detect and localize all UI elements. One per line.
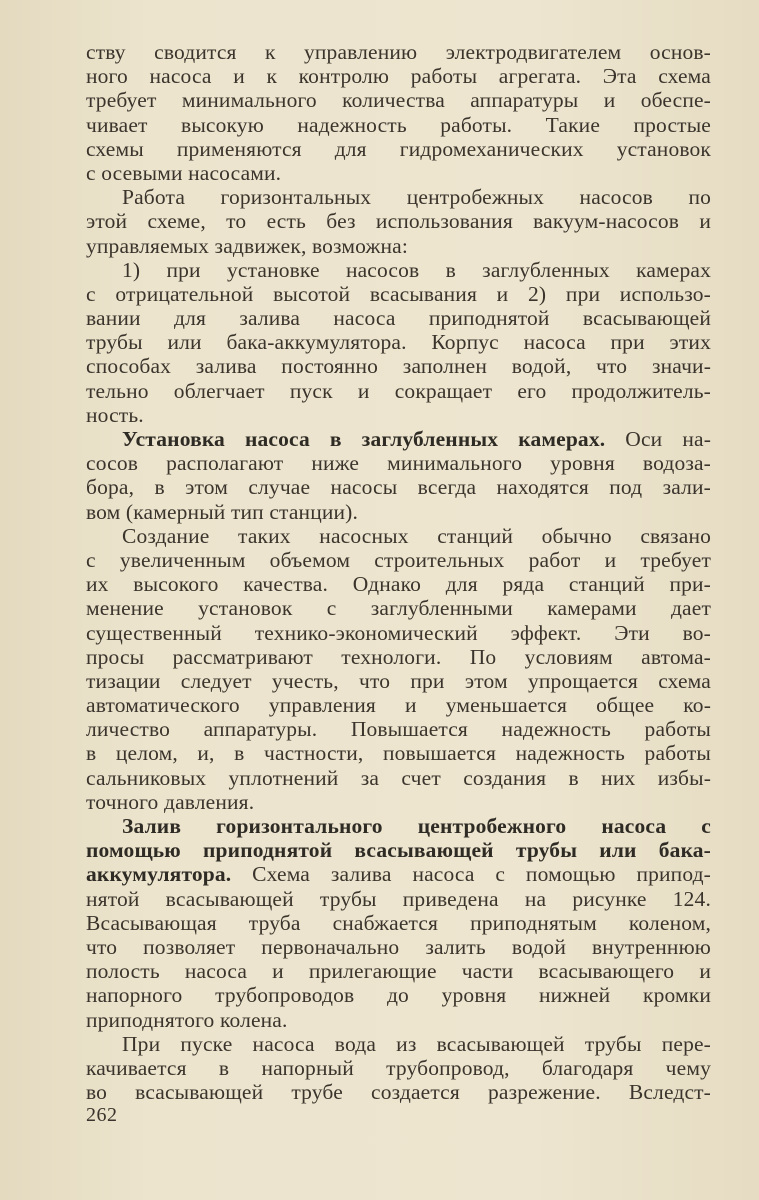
text-line <box>86 88 711 112</box>
text-line <box>86 185 711 209</box>
text-run: просы рассматривают технологи. По условиям автома- <box>86 644 711 669</box>
bold-run: помощью приподнятой всасывающей трубы или бака- <box>86 838 711 863</box>
text-line <box>86 766 711 790</box>
text-line <box>86 282 711 306</box>
text-line <box>86 64 711 88</box>
text-line <box>86 137 711 161</box>
text-run: напорного трубопроводов до уровня нижней кромки <box>86 983 711 1008</box>
text-run: с увеличенным объемом строительных работ и требует <box>86 547 711 572</box>
text-run: схемы применяются для гидромеханических установок <box>86 136 711 161</box>
text-run: ству сводится к управлению электродвигателем основ- <box>86 40 711 64</box>
text-line <box>86 911 711 935</box>
text-line <box>86 717 711 741</box>
text-run: способах залива постоянно заполнен водой, что значи- <box>86 354 711 379</box>
text-line <box>86 306 711 330</box>
text-run: При пуске насоса вода из всасывающей трубы пере- <box>122 1031 711 1056</box>
text-run: 1) при установке насосов в заглубленных камерах <box>122 257 711 282</box>
text-run: с осевыми насосами. <box>86 160 282 185</box>
text-line <box>86 354 711 378</box>
text-line <box>86 258 711 282</box>
text-line <box>86 403 711 427</box>
text-line <box>86 1008 711 1032</box>
text-line <box>86 983 711 1007</box>
text-run: чивает высокую надежность работы. Такие простые <box>86 112 711 137</box>
text-run: точного давления. <box>86 789 255 814</box>
text-line <box>86 475 711 499</box>
text-run: ность. <box>86 402 144 427</box>
text-run: Создание таких насосных станций обычно связано <box>122 523 711 548</box>
text-line <box>86 887 711 911</box>
text-line <box>86 500 711 524</box>
text-run: сосов располагают ниже минимального уровня водоза- <box>86 451 711 476</box>
text-line <box>86 113 711 137</box>
text-line <box>86 209 711 233</box>
bold-run: аккумулятора. <box>86 862 232 887</box>
text-run: ного насоса и к контролю работы агрегата. Эта схема <box>86 64 711 89</box>
text-line <box>86 862 711 886</box>
text-run: автоматического управления и уменьшается общее ко- <box>86 693 711 718</box>
text-line <box>86 693 711 717</box>
text-run: в целом, и, в частности, повышается надежность работы <box>86 741 711 766</box>
text-line <box>86 451 711 475</box>
text-line <box>86 790 711 814</box>
text-line <box>86 40 711 64</box>
text-line <box>86 741 711 765</box>
text-line <box>86 161 711 185</box>
text-line <box>86 1056 711 1080</box>
body-text <box>86 40 711 1104</box>
text-line <box>86 572 711 596</box>
text-line <box>86 669 711 693</box>
text-run: управляемых задвижек, возможна: <box>86 233 408 258</box>
text-run: Схема залива насоса с помощью припод- <box>231 862 711 887</box>
text-line <box>86 234 711 258</box>
text-run: существенный технико-экономический эффект. Эти во- <box>86 620 711 645</box>
text-run: личество аппаратуры. Повышается надежность работы <box>86 717 711 742</box>
text-run: тельно облегчает пуск и сокращает его продолжитель- <box>86 378 711 403</box>
text-line <box>86 596 711 620</box>
text-run: вом (камерный тип станции). <box>86 499 359 524</box>
text-run: Оси на- <box>605 427 712 451</box>
text-line <box>86 645 711 669</box>
text-run: нятой всасывающей трубы приведена на рисунке 124. <box>86 886 711 911</box>
text-run: что позволяет первоначально залить водой внутреннюю <box>86 934 711 959</box>
text-line <box>86 1032 711 1056</box>
text-run: трубы или бака-аккумулятора. Корпус насоса при этих <box>86 330 711 355</box>
text-line <box>86 838 711 862</box>
text-line <box>86 548 711 572</box>
text-run: полость насоса и прилегающие части всасывающего и <box>86 959 711 984</box>
text-run: их высокого качества. Однако для ряда станций при- <box>86 572 711 597</box>
text-line <box>86 621 711 645</box>
text-run: тизации следует учесть, что при этом упрощается схема <box>86 668 711 693</box>
bold-run: Залив горизонтального центробежного насоса с <box>122 814 711 838</box>
text-run: этой схеме, то есть без использования вакуум-насосов и <box>86 209 711 234</box>
text-line <box>86 935 711 959</box>
text-line <box>86 1080 711 1104</box>
text-run: бора, в этом случае насосы всегда находятся под зали- <box>86 475 711 500</box>
text-run: требует минимального количества аппаратуры и обеспе- <box>86 88 711 113</box>
text-run: во всасывающей трубе создается разрежение. Вследст- <box>86 1080 711 1105</box>
bold-run: Установка насоса в заглубленных камерах. <box>122 427 606 451</box>
text-line <box>86 524 711 548</box>
text-line <box>86 427 711 451</box>
text-run: менение установок с заглубленными камерами дает <box>86 596 711 621</box>
text-run: Работа горизонтальных центробежных насосов по <box>122 185 711 210</box>
page-number: 262 <box>86 1104 118 1126</box>
text-run: качивается в напорный трубопровод, благодаря чему <box>86 1055 711 1080</box>
text-run: сальниковых уплотнений за счет создания в них избы- <box>86 765 711 790</box>
text-line <box>86 330 711 354</box>
text-run: приподнятого колена. <box>86 1007 288 1032</box>
text-line <box>86 959 711 983</box>
text-line <box>86 379 711 403</box>
text-line <box>86 814 711 838</box>
text-run: Всасывающая труба снабжается приподнятым коленом, <box>86 910 711 935</box>
text-run: с отрицательной высотой всасывания и 2) при использо- <box>86 281 711 306</box>
text-run: вании для залива насоса приподнятой всасывающей <box>86 306 711 331</box>
